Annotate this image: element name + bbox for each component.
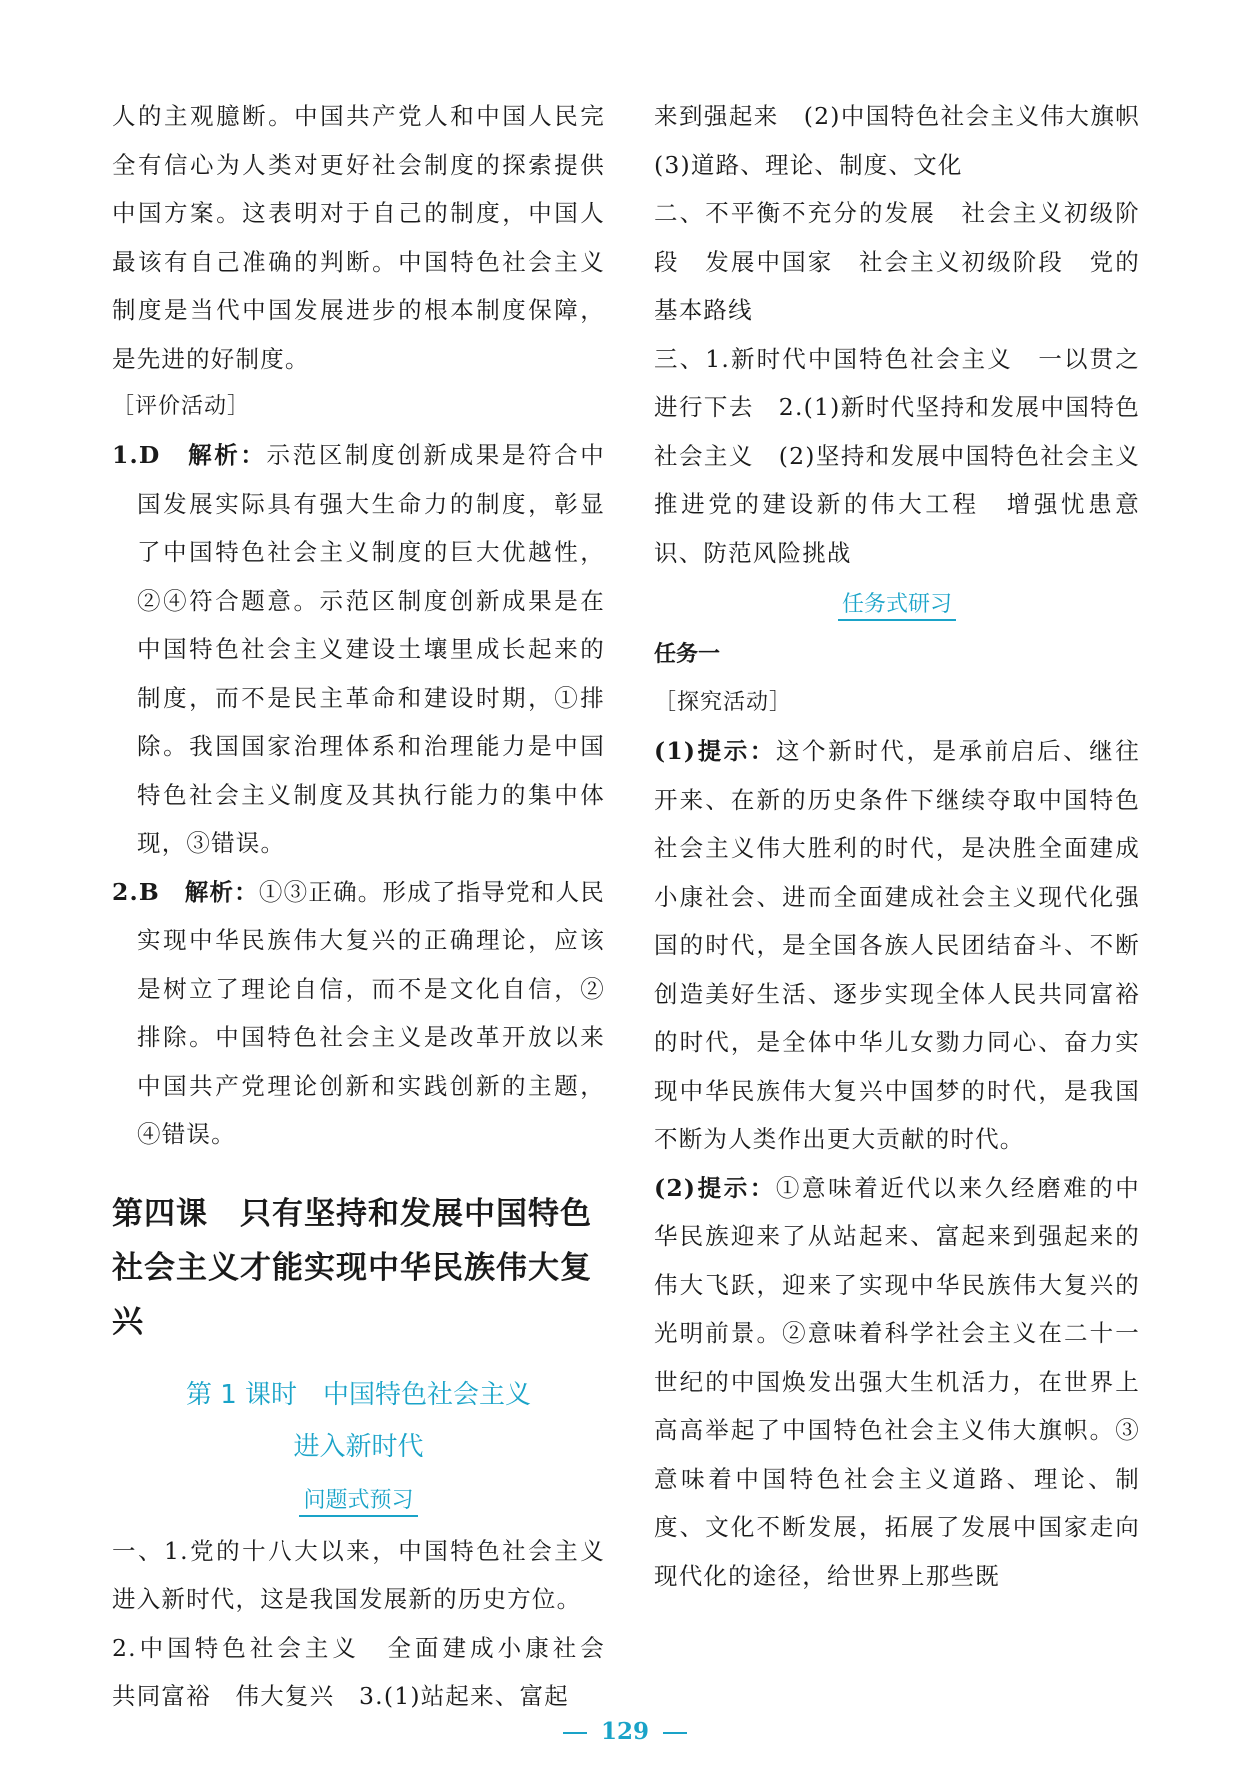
right-column <box>654 92 1165 1600</box>
hint-1 <box>654 727 1140 1164</box>
evaluation-activity-heading: ［评价活动］ <box>112 394 251 419</box>
lesson-title <box>112 1187 605 1349</box>
paragraph-continuation: 人的主观臆断。中国共产党人和中国人民完全有信心为人类对更好社会制度的探索提供中国方案。这表明对于自己的制度，中国人最该有自己准确的判断。中国特色社会主义制度是当代中国发展进步的根本制度保障，是先进的好制度。 <box>112 102 605 373</box>
period-title <box>112 1369 605 1473</box>
task-section-heading <box>654 585 1140 625</box>
preview-answer-1: 一、1.党的十八大以来，中国特色社会主义进入新时代，这是我国发展新的历史方位。 <box>112 1536 605 1613</box>
page-number-right-dash <box>663 1732 687 1734</box>
preview-answer-5: 三、1.新时代中国特色社会主义 一以贯之进行下去 2.(1)新时代坚持和发展中国特色社会主义 (2)坚持和发展中国特色社会主义 推进党的建设新的伟大工程 增强忧患意识、防范风险挑战 <box>654 344 1165 567</box>
hint-1-text: 这个新时代，是承前启后、继往开来、在新的历史条件下继续夺取中国特色社会主义伟大胜利的时代，是决胜全面建成小康社会、进而全面建成社会主义现代化强国的时代，是全国各族人民团结奋斗、不断创造美好生活、逐步实现全体人民共同富裕的时代，是全体中华儿女勠力同心、奋力实现中华民族伟大复兴中国梦的时代，是我国不断为人类作出更大贡献的时代。 <box>654 737 1140 1153</box>
page-number <box>0 1718 1250 1745</box>
preview-answer-4: 二、不平衡不充分的发展 社会主义初级阶段 发展中国家 社会主义初级阶段 党的基本路线 <box>654 199 1140 324</box>
period-title-line-2: 进入新时代 <box>293 1431 424 1462</box>
answer-1-key: 1.D 解析： <box>112 441 267 469</box>
task-one-title: 任务一 <box>654 642 721 667</box>
hint-1-label: (1)提示： <box>654 737 776 765</box>
answer-2-explanation: ①③正确。形成了指导党和人民实现中华民族伟大复兴的正确理论，应该是树立了理论自信，而不是文化自信，②排除。中国特色社会主义是改革开放以来中国共产党理论创新和实践创新的主题，④错误。 <box>137 877 605 1148</box>
page-number-value: 129 <box>600 1718 649 1745</box>
page-number-left-dash <box>563 1732 587 1734</box>
preview-answer-3: 来到强起来 (2)中国特色社会主义伟大旗帜 (3)道路、理论、制度、文化 <box>654 102 1165 179</box>
explore-activity-heading: ［探究活动］ <box>654 690 793 715</box>
preview-section-heading <box>112 1481 605 1521</box>
period-title-line-1: 第 1 课时 中国特色社会主义 <box>185 1379 532 1410</box>
preview-answer-2: 2.中国特色社会主义 全面建成小康社会 共同富裕 伟大复兴 3.(1)站起来、富起 <box>112 1633 630 1710</box>
answer-2-key: 2.B 解析： <box>112 877 259 906</box>
lesson-title-line-2: 社会主义才能实现中华民族伟大复兴 <box>112 1249 592 1340</box>
preview-section-label: 问题式预习 <box>299 1488 417 1517</box>
hint-2 <box>654 1164 1140 1601</box>
answer-1 <box>112 431 605 868</box>
hint-2-label: (2)提示： <box>654 1173 776 1202</box>
hint-2-text: ①意味着近代以来久经磨难的中华民族迎来了从站起来、富起来到强起来的伟大飞跃，迎来了实现中华民族伟大复兴的光明前景。②意味着科学社会主义在二十一世纪的中国焕发出强大生机活力，在世界上高高举起了中国特色社会主义伟大旗帜。③意味着中国特色社会主义道路、理论、制度、文化不断发展，拓展了发展中国家走向现代化的途径，给世界上那些既 <box>654 1173 1140 1590</box>
task-section-label: 任务式研习 <box>838 592 956 621</box>
lesson-title-line-1: 第四课 只有坚持和发展中国特色 <box>112 1195 592 1232</box>
answer-1-explanation: 示范区制度创新成果是符合中国发展实际具有强大生命力的制度，彰显了中国特色社会主义制度的巨大优越性，②④符合题意。示范区制度创新成果是在中国特色社会主义建设土壤里成长起来的制度，而不是民主革命和建设时期，①排除。我国国家治理体系和治理能力是中国特色社会主义制度及其执行能力的集中体现，③错误。 <box>137 441 605 857</box>
left-column <box>112 92 630 1721</box>
answer-2 <box>112 868 605 1159</box>
